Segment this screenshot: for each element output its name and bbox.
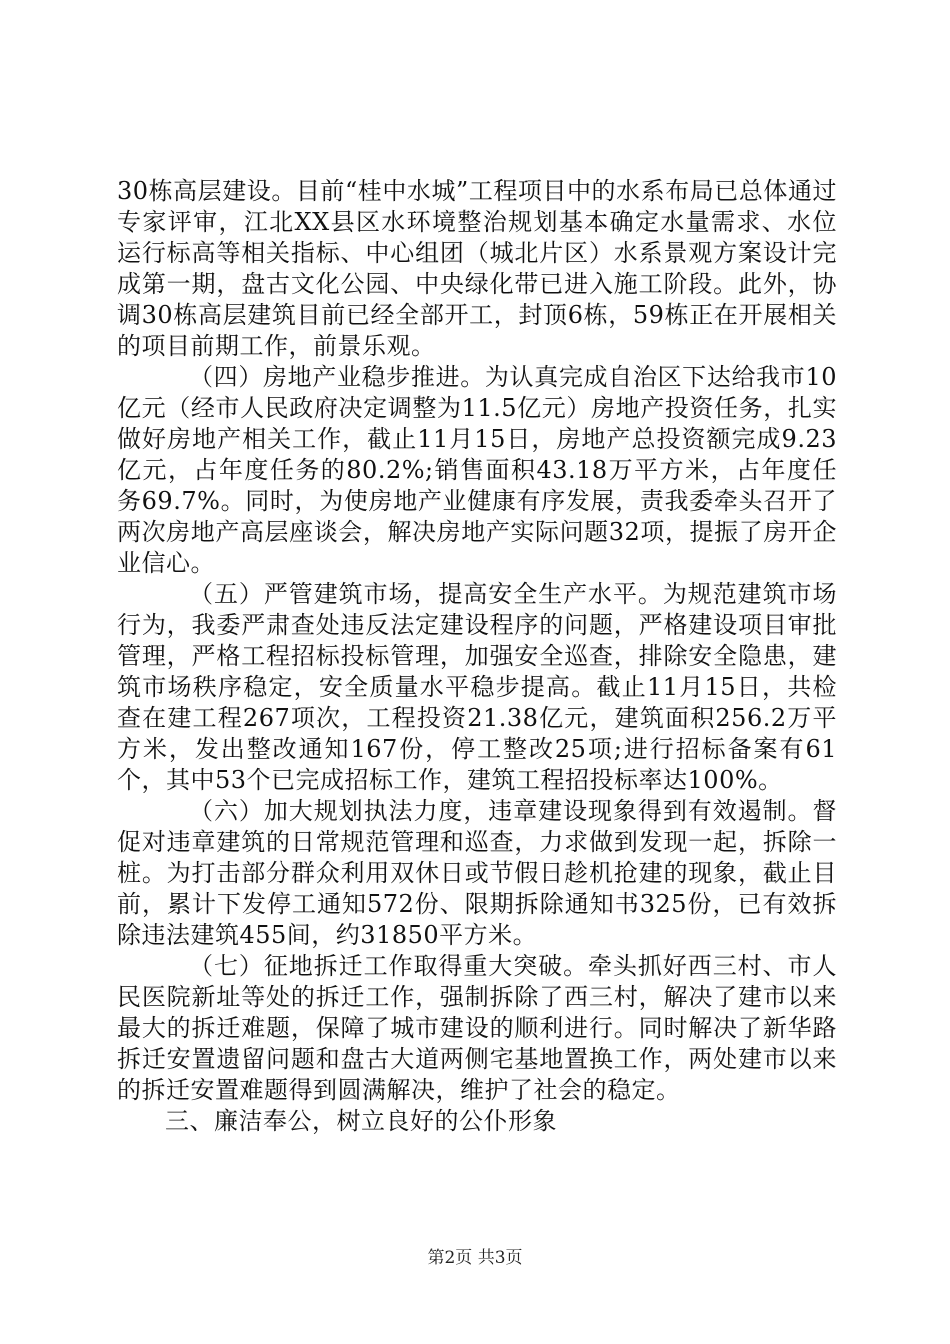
paragraph-continuation: 30栋高层建设。目前“桂中水城”工程项目中的水系布局已总体通过专家评审，江北XX县区水环境整治规划基本确定水量需求、水位运行标高等相关指标、中心组团（城北片区）水系景观方案设计完成第一期，盘古文化公园、中央绿化带已进入施工阶段。此外，协调30栋高层建筑目前已经全部开工，封顶6栋，59栋正在开展相关的项目前期工作，前景乐观。 bbox=[117, 177, 837, 360]
paragraph-section-6: （六）加大规划执法力度，违章建设现象得到有效遏制。督促对违章建筑的日常规范管理和巡查，力求做到发现一起，拆除一桩。为打击部分群众利用双休日或节假日趁机抢建的现象，截止目前，累计下发停工通知572份、限期拆除通知书325份，已有效拆除违法建筑455间，约31850平方米。 bbox=[117, 797, 837, 949]
document-body bbox=[117, 176, 837, 1137]
page-footer: 第2页 共3页 bbox=[427, 1248, 523, 1268]
paragraph-section-5: （五）严管建筑市场，提高安全生产水平。为规范建筑市场行为，我委严肃查处违反法定建设程序的问题，严格建设项目审批管理，严格工程招标投标管理，加强安全巡查，排除安全隐患，建筑市场秩序稳定，安全质量水平稳步提高。截止11月15日，共检查在建工程267项次，工程投资21.38亿元，建筑面积256.2万平方米，发出整改通知167份，停工整改25项;进行招标备案有61个，其中53个已完成招标工作，建筑工程招投标率达100%。 bbox=[117, 580, 837, 794]
paragraph-section-4: （四）房地产业稳步推进。为认真完成自治区下达给我市10亿元（经市人民政府决定调整为11.5亿元）房地产投资任务，扎实做好房地产相关工作，截止11月15日，房地产总投资额完成9.23亿元，占年度任务的80.2%;销售面积43.18万平方米，占年度任务69.7%。同时，为使房地产业健康有序发展，责我委牵头召开了两次房地产高层座谈会，解决房地产实际问题32项，提振了房开企业信心。 bbox=[117, 363, 837, 577]
section-heading-3: 三、廉洁奉公，树立良好的公仆形象 bbox=[165, 1107, 557, 1135]
paragraph-section-7: （七）征地拆迁工作取得重大突破。牵头抓好西三村、市人民医院新址等处的拆迁工作，强制拆除了西三村，解决了建市以来最大的拆迁难题，保障了城市建设的顺利进行。同时解决了新华路拆迁安置遗留问题和盘古大道两侧宅基地置换工作，两处建市以来的拆迁安置难题得到圆满解决，维护了社会的稳定。 bbox=[117, 952, 837, 1104]
